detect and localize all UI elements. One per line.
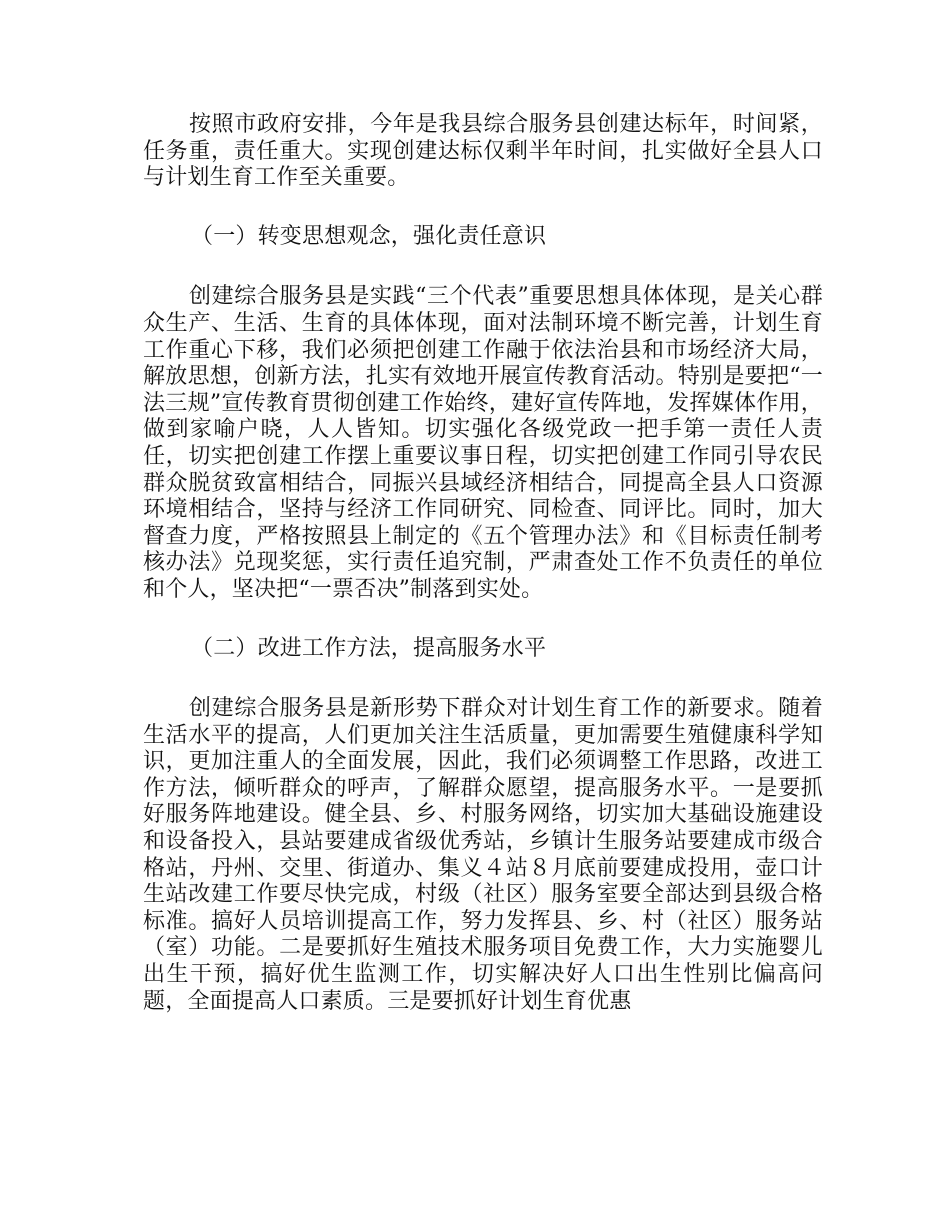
section-2-paragraph: 创建综合服务县是新形势下群众对计划生育工作的新要求。随着生活水平的提高，人们更加关注生活质量，更加需要生殖健康科学知识，更加注重人的全面发展，因此，我们必须调整工作思路，改进工作方法，倾听群众的呼声，了解群众愿望，提高服务水平。一是要抓好服务阵地建设。健全县、乡、村服务网络，切实加大基础设施建设和设备投入，县站要建成省级优秀站，乡镇计生服务站要建成市级合格站，丹州、交里、街道办、集义４站８月底前要建成投用，壶口计生站改建工作要尽快完成，村级（社区）服务室要全部达到县级合格标准。搞好人员培训提高工作，努力发挥县、乡、村（社区）服务站（室）功能。二是要抓好生殖技术服务项目免费工作，大力实施婴儿出生干预，搞好优生监测工作，切实解决好人口出生性别比偏高问题，全面提高人口素质。三是要抓好计划生育优惠	[143, 696, 823, 1014]
spacer	[143, 662, 823, 696]
document-page	[143, 112, 823, 1015]
intro-paragraph: 按照市政府安排，今年是我县综合服务县创建达标年，时间紧，任务重，责任重大。实现创建达标仅剩半年时间，扎实做好全县人口与计划生育工作至关重要。	[143, 112, 823, 191]
spacer	[143, 250, 823, 284]
section-1-paragraph: 创建综合服务县是实践“三个代表”重要思想具体体现，是关心群众生产、生活、生育的具体体现，面对法制环境不断完善，计划生育工作重心下移，我们必须把创建工作融于依法治县和市场经济大局，解放思想，创新方法，扎实有效地开展宣传教育活动。特别是要把“一法三规”宣传教育贯彻创建工作始终，建好宣传阵地，发挥媒体作用，做到家喻户晓，人人皆知。切实强化各级党政一把手第一责任人责任，切实把创建工作摆上重要议事日程，切实把创建工作同引导农民群众脱贫致富相结合，同振兴县域经济相结合，同提高全县人口资源环境相结合，坚持与经济工作同研究、同检查、同评比。同时，加大督查力度，严格按照县上制定的《五个管理办法》和《目标责任制考核办法》兑现奖惩，实行责任追究制，严肃查处工作不负责任的单位和个人，坚决把“一票否决”制落到实处。	[143, 284, 823, 602]
section-2-heading: （二）改进工作方法，提高服务水平	[191, 635, 547, 661]
spacer	[143, 192, 823, 224]
section-1-heading: （一）转变思想观念，强化责任意识	[191, 223, 547, 249]
spacer	[143, 604, 823, 636]
